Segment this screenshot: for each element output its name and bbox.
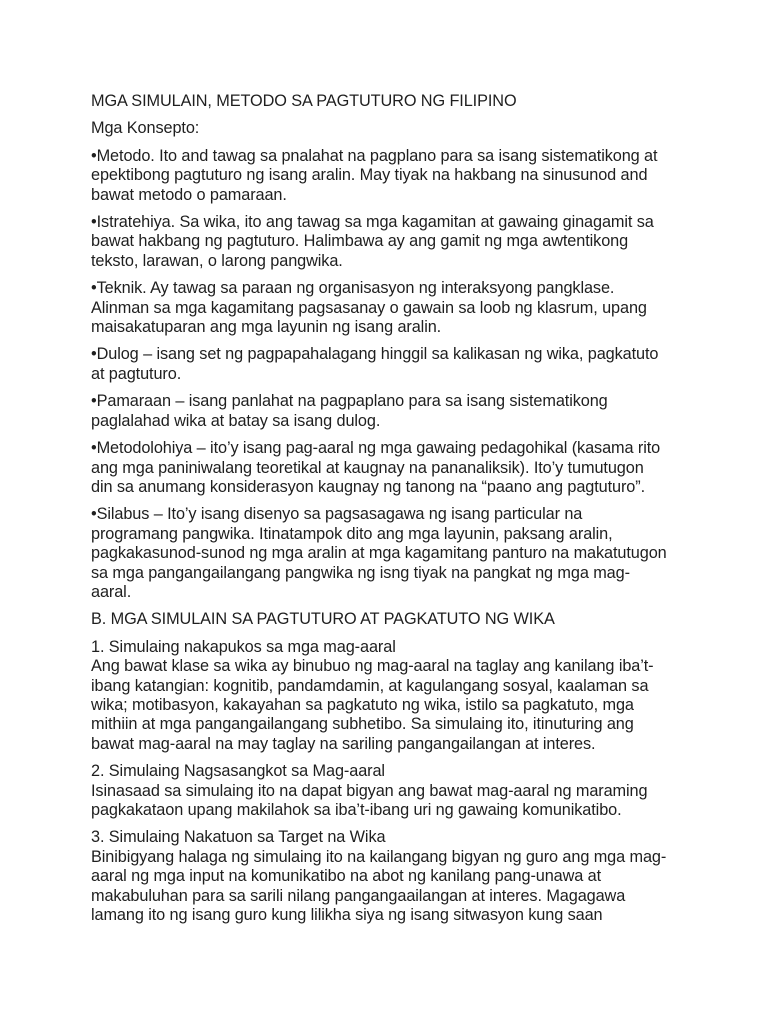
text-line: bawat mag-aaral na may taglay na sariling pangangailangan at interes.	[91, 734, 596, 753]
text-line: makabuluhan para sa sarili nilang pangangaailangan at interes. Magagawa	[91, 886, 626, 905]
text-line: at pagtuturo.	[91, 364, 182, 383]
text-line: ibang katangian: kognitib, pandamdamin, at kagulangang sosyal, kaalaman sa	[91, 676, 649, 695]
text-line: mithiin at mga pangangailangang subhetibo. Sa simulaing ito, itinuturing ang	[91, 715, 634, 734]
text-line: epektibong pagtuturo ng isang aralin. May tiyak na hakbang na sinusunod and	[91, 166, 648, 185]
text-line: Ang bawat klase sa wika ay binubuo ng mag-aaral na taglay ang kanilang iba’t-	[91, 657, 654, 676]
text-line: Isinasaad sa simulaing ito na dapat bigyan ang bawat mag-aaral ng maraming	[91, 781, 648, 800]
text-line: programang pangwika. Itinatampok dito ang mga layunin, paksang aralin,	[91, 524, 613, 543]
document-page	[91, 92, 691, 933]
text-line: •Metodo. Ito and tawag sa pnalahat na pagplano para sa isang sistematikong at	[91, 146, 658, 165]
text-line: teksto, larawan, o larong pangwika.	[91, 251, 343, 270]
text-line: maisakatuparan ang mga layunin ng isang aralin.	[91, 318, 442, 337]
paragraph	[91, 279, 691, 337]
text-line: pagkakasunod-sunod ng mga aralin at mga kagamitang panturo na makatutugon	[91, 544, 667, 563]
paragraph	[91, 147, 691, 205]
text-line: sa mga pangangailangang pangwika ng isng tiyak na pangkat ng mga mag-	[91, 563, 630, 582]
text-line: •Teknik. Ay tawag sa paraan ng organisasyon ng interaksyong pangklase.	[91, 279, 615, 298]
document-body	[91, 119, 691, 925]
text-line: B. MGA SIMULAIN SA PAGTUTURO AT PAGKATUTO NG WIKA	[91, 610, 555, 629]
text-line: Alinman sa mga kagamitang pagsasanay o gawain sa loob ng klasrum, upang	[91, 298, 647, 317]
text-line: •Dulog – isang set ng pagpapahalagang hinggil sa kalikasan ng wika, pagkatuto	[91, 345, 659, 364]
text-line: •Istratehiya. Sa wika, ito ang tawag sa mga kagamitan at gawaing ginagamit sa	[91, 213, 654, 232]
text-line: •Silabus – Ito’y isang disenyo sa pagsasagawa ng isang particular na	[91, 505, 583, 524]
title-text: MGA SIMULAIN, METODO SA PAGTUTURO NG FILIPINO	[91, 92, 517, 110]
paragraph	[91, 345, 691, 384]
text-line: pagkakataon upang makilahok sa iba’t-ibang uri ng gawaing komunikatibo.	[91, 801, 622, 819]
text-line: Binibigyang halaga ng simulaing ito na kailangang bigyan ng guro ang mga mag-	[91, 847, 667, 866]
paragraph	[91, 213, 691, 271]
text-line: bawat metodo o pamaraan.	[91, 185, 287, 204]
text-line: 2. Simulaing Nagsasangkot sa Mag-aaral	[91, 762, 385, 781]
text-line: paglalahad wika at batay sa isang dulog.	[91, 411, 381, 430]
text-line: bawat hakbang ng pagtuturo. Halimbawa ay ang gamit ng mga awtentikong	[91, 232, 629, 251]
document-title	[91, 92, 691, 111]
paragraph	[91, 610, 691, 629]
paragraph	[91, 638, 691, 754]
text-line: 1. Simulaing nakapukos sa mga mag-aaral	[91, 637, 396, 656]
text-line: Mga Konsepto:	[91, 119, 200, 138]
text-line: lamang ito ng isang guro kung lilikha siya ng isang sitwasyon kung saan	[91, 906, 603, 925]
text-line: din sa anumang konsiderasyon kaugnay ng tanong na “paano ang pagtuturo”.	[91, 477, 646, 496]
text-line: ang mga paniniwalang teoretikal at kaugnay na pananaliksik). Ito’y tumutugon	[91, 458, 644, 477]
paragraph	[91, 439, 691, 497]
text-line: •Pamaraan – isang panlahat na pagpaplano para sa isang sistematikong	[91, 392, 608, 411]
text-line: aaral ng mga input na komunikatibo na abot ng kanilang pang-unawa at	[91, 867, 602, 886]
paragraph	[91, 828, 691, 925]
paragraph	[91, 505, 691, 602]
paragraph	[91, 762, 691, 820]
paragraph	[91, 392, 691, 431]
text-line: wika; motibasyon, kakayahan sa pagkatuto ng wika, istilo sa pagkatuto, mga	[91, 695, 634, 714]
paragraph	[91, 119, 691, 138]
text-line: •Metodolohiya – ito’y isang pag-aaral ng mga gawaing pedagohikal (kasama rito	[91, 439, 661, 458]
text-line: 3. Simulaing Nakatuon sa Target na Wika	[91, 828, 386, 847]
text-line: aaral.	[91, 582, 132, 601]
